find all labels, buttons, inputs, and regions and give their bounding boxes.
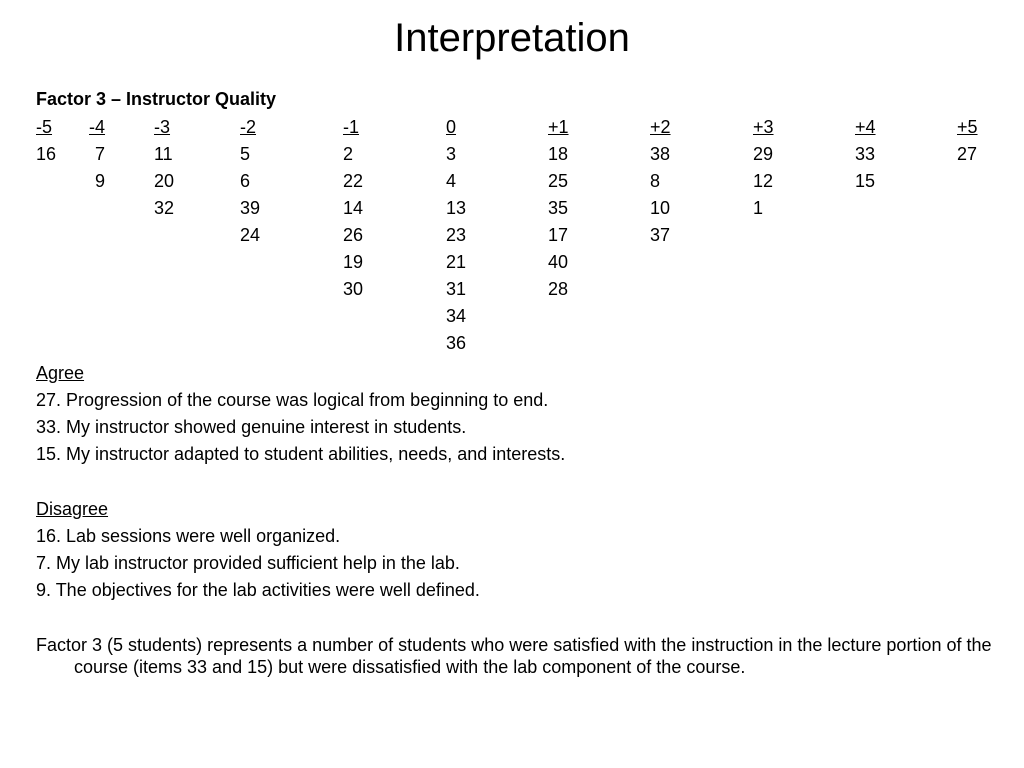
- grid-cell: 11: [154, 144, 173, 164]
- grid-cell: 39: [240, 198, 261, 218]
- column-header-zero: 0: [446, 117, 457, 137]
- grid-cell: 38: [650, 144, 671, 164]
- grid-cell: 7: [95, 144, 106, 164]
- column-header-plus-2: +2: [650, 117, 671, 137]
- grid-cell: 6: [240, 171, 251, 191]
- disagree-heading: Disagree: [36, 499, 109, 519]
- grid-cell: 22: [343, 171, 364, 191]
- disagree-item: 16. Lab sessions were well organized.: [36, 526, 341, 546]
- grid-cell: 17: [548, 225, 569, 245]
- grid-cell: 35: [548, 198, 569, 218]
- summary-paragraph: Factor 3 (5 students) represents a number of students who were satisfied with the instruction in the lecture portion of the course (items 33 and 15) but were dissatisfied with the lab component of the course.: [36, 635, 992, 677]
- grid-cell: 33: [855, 144, 876, 164]
- grid-cell: 15: [855, 171, 876, 191]
- grid-cell: 29: [753, 144, 774, 164]
- grid-cell: 5: [240, 144, 251, 164]
- column-header-plus-3: +3: [753, 117, 774, 137]
- factor-heading: Factor 3 – Instructor Quality: [36, 89, 277, 109]
- grid-cell: 30: [343, 279, 364, 299]
- sort-grid: [0, 114, 1024, 360]
- column-header-plus-1: +1: [548, 117, 569, 137]
- disagree-item: 9. The objectives for the lab activities were well defined.: [36, 580, 480, 600]
- grid-cell: 34: [446, 306, 467, 326]
- grid-cell: 20: [154, 171, 175, 191]
- grid-cell: 36: [446, 333, 467, 353]
- grid-cell: 27: [957, 144, 978, 164]
- grid-cell: 16: [36, 144, 57, 164]
- grid-cell: 1: [753, 198, 764, 218]
- grid-cell: 24: [240, 225, 261, 245]
- grid-cell: 31: [446, 279, 467, 299]
- column-header-plus-5: +5: [957, 117, 978, 137]
- grid-cell: 10: [650, 198, 671, 218]
- grid-cell: 26: [343, 225, 364, 245]
- column-header-minus-3: -3: [154, 117, 171, 137]
- grid-cell: 2: [343, 144, 354, 164]
- grid-cell: 25: [548, 171, 569, 191]
- grid-cell: 23: [446, 225, 467, 245]
- agree-heading: Agree: [36, 363, 85, 383]
- grid-cell: 8: [650, 171, 661, 191]
- agree-item: 27. Progression of the course was logical from beginning to end.: [36, 390, 549, 410]
- column-header-minus-2: -2: [240, 117, 257, 137]
- grid-cell: 3: [446, 144, 457, 164]
- grid-cell: 37: [650, 225, 671, 245]
- column-header-minus-4: -4: [89, 117, 106, 137]
- grid-cell: 12: [753, 171, 774, 191]
- column-header-plus-4: +4: [855, 117, 876, 137]
- slide-title: Interpretation: [394, 16, 630, 60]
- agree-item: 33. My instructor showed genuine interest in students.: [36, 417, 467, 437]
- grid-cell: 13: [446, 198, 467, 218]
- disagree-item: 7. My lab instructor provided sufficient help in the lab.: [36, 553, 460, 573]
- grid-cell: 14: [343, 198, 364, 218]
- grid-cell: 4: [446, 171, 457, 191]
- grid-cell: 32: [154, 198, 175, 218]
- column-header-minus-1: -1: [343, 117, 360, 137]
- grid-cell: 18: [548, 144, 569, 164]
- grid-cell: 21: [446, 252, 467, 272]
- grid-cell: 19: [343, 252, 364, 272]
- grid-cell: 28: [548, 279, 569, 299]
- grid-cell: 9: [95, 171, 106, 191]
- agree-item: 15. My instructor adapted to student abilities, needs, and interests.: [36, 444, 566, 464]
- grid-cell: 40: [548, 252, 569, 272]
- column-header-minus-5: -5: [36, 117, 53, 137]
